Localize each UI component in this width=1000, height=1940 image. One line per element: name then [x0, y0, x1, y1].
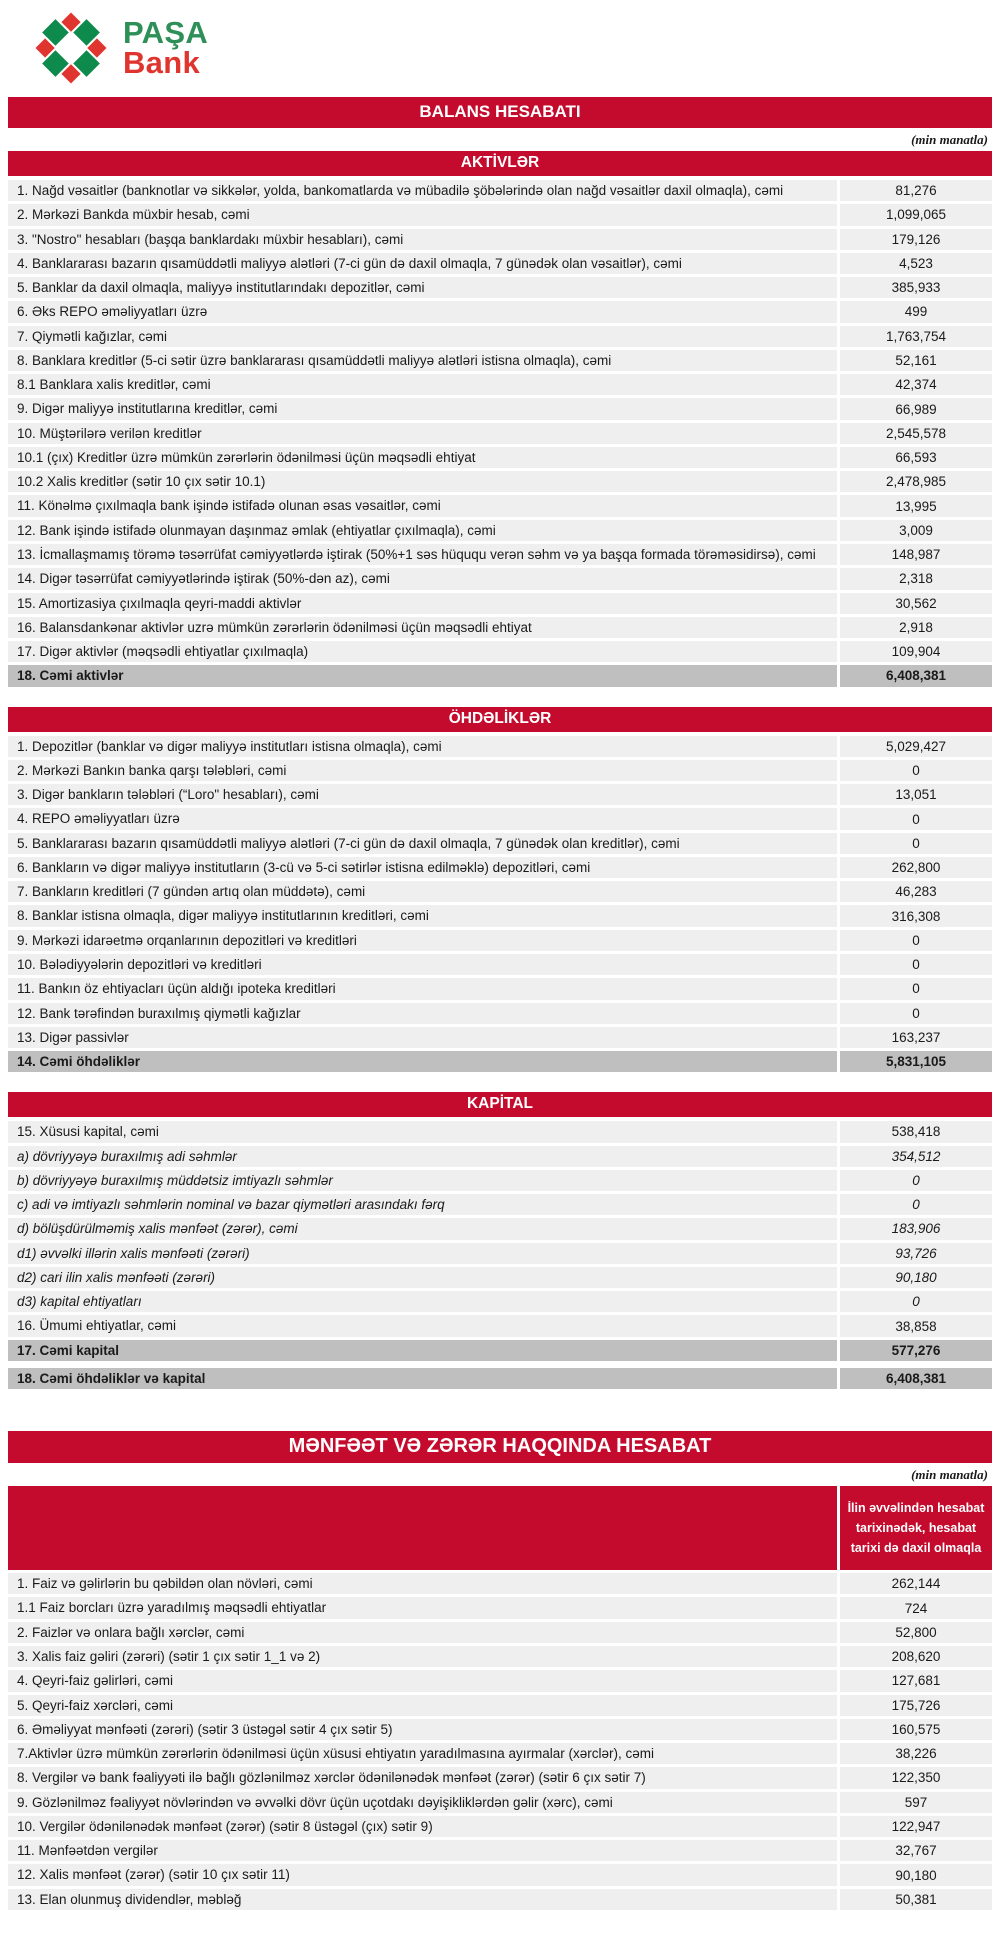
table-row — [8, 760, 992, 781]
row-label: d1) əvvəlki illərin xalis mənfəəti (zərəri) — [8, 1243, 837, 1264]
pnl-period-column-header: İlin əvvəlindən hesabat tarixinədək, hesabat tarixi də daxil olmaqla — [840, 1486, 992, 1570]
row-value: 5,029,427 — [840, 736, 992, 757]
row-value: 0 — [840, 833, 992, 854]
pnl-column-header-row — [8, 1486, 992, 1570]
row-value: 30,562 — [840, 593, 992, 614]
table-row — [8, 471, 992, 492]
row-value: 42,374 — [840, 374, 992, 395]
row-label: 17. Cəmi kapital — [8, 1340, 837, 1361]
row-label: 13. Digər passivlər — [8, 1027, 837, 1048]
row-value: 163,237 — [840, 1027, 992, 1048]
row-label: 10.1 (çıx) Kreditlər üzrə mümkün zərərlərin ödənilməsi üçün məqsədli ehtiyat — [8, 447, 837, 468]
row-value: 1,763,754 — [840, 326, 992, 347]
table-row — [8, 1146, 992, 1167]
row-value: 38,858 — [840, 1315, 992, 1336]
row-label: b) dövriyyəyə buraxılmış müddətsiz imtiyazlı səhmlər — [8, 1170, 837, 1191]
row-value: 32,767 — [840, 1840, 992, 1861]
table-row — [8, 229, 992, 250]
table-row — [8, 1243, 992, 1264]
row-label: 11. Bankın öz ehtiyacları üçün aldığı ipoteka kreditləri — [8, 978, 837, 999]
row-label: 7.Aktivlər üzrə mümkün zərərlərin ödənilməsi üçün xüsusi ehtiyatın yaradılmasına ayırmalar (xərclər), cəmi — [8, 1743, 837, 1764]
table-row — [8, 881, 992, 902]
row-value: 499 — [840, 301, 992, 322]
row-label: 2. Mərkəzi Bankın banka qarşı tələbləri, cəmi — [8, 760, 837, 781]
row-label: 4. REPO əməliyyatları üzrə — [8, 808, 837, 829]
table-row — [8, 1573, 992, 1594]
pasha-bank-logo — [34, 11, 1000, 85]
table-row — [8, 1646, 992, 1667]
capital-table — [0, 1121, 1000, 1389]
row-value: 2,545,578 — [840, 423, 992, 444]
row-label: 9. Digər maliyyə institutlarına kreditlər, cəmi — [8, 398, 837, 419]
row-label: 1. Faiz və gəlirlərin bu qəbildən olan növləri, cəmi — [8, 1573, 837, 1594]
row-label: 1. Depozitlər (banklar və digər maliyyə institutları istisna olmaqla), cəmi — [8, 736, 837, 757]
row-value: 148,987 — [840, 544, 992, 565]
row-value: 109,904 — [840, 641, 992, 662]
row-label: 10. Bələdiyyələrin depozitləri və kreditləri — [8, 954, 837, 975]
table-row — [8, 833, 992, 854]
row-value: 52,800 — [840, 1622, 992, 1643]
row-value: 0 — [840, 954, 992, 975]
table-row — [8, 1743, 992, 1764]
row-value: 122,947 — [840, 1816, 992, 1837]
row-label: 11. Könəlmə çıxılmaqla bank işində istifadə olunan əsas vəsaitlər, cəmi — [8, 495, 837, 516]
logo-text-pasa: PAŞA — [123, 14, 209, 50]
table-row — [8, 1003, 992, 1024]
table-row — [8, 736, 992, 757]
table-row — [8, 326, 992, 347]
row-value: 316,308 — [840, 905, 992, 926]
row-value: 262,144 — [840, 1573, 992, 1594]
row-value: 208,620 — [840, 1646, 992, 1667]
row-value: 127,681 — [840, 1670, 992, 1691]
row-label: 8.1 Banklara xalis kreditlər, cəmi — [8, 374, 837, 395]
table-row — [8, 930, 992, 951]
row-label: 16. Balansdankənar aktivlər uzrə mümkün zərərlərin ödənilməsi üçün məqsədli ehtiyat — [8, 617, 837, 638]
row-value: 4,523 — [840, 253, 992, 274]
row-value: 2,478,985 — [840, 471, 992, 492]
row-label: 6. Əməliyyat mənfəəti (zərəri) (sətir 3 üstəgəl sətir 4 çıx sətir 5) — [8, 1719, 837, 1740]
table-row — [8, 544, 992, 565]
row-value: 122,350 — [840, 1767, 992, 1788]
table-row — [8, 301, 992, 322]
row-value: 179,126 — [840, 229, 992, 250]
row-value: 0 — [840, 930, 992, 951]
table-row — [8, 665, 992, 686]
row-label: 15. Xüsusi kapital, cəmi — [8, 1121, 837, 1142]
row-value: 46,283 — [840, 881, 992, 902]
table-row — [8, 1695, 992, 1716]
row-label: 11. Mənfəətdən vergilər — [8, 1840, 837, 1861]
row-value: 0 — [840, 808, 992, 829]
row-value: 354,512 — [840, 1146, 992, 1167]
section-banner-liabilities: ÖHDƏLİKLƏR — [8, 707, 992, 732]
row-value: 6,408,381 — [840, 665, 992, 686]
logo-wordmark — [123, 14, 209, 80]
row-value: 13,051 — [840, 784, 992, 805]
unit-note-pnl: (min manatla) — [911, 1467, 988, 1483]
table-row — [8, 1121, 992, 1142]
table-row — [8, 520, 992, 541]
row-label: 10. Müştərilərə verilən kreditlər — [8, 423, 837, 444]
table-row — [8, 784, 992, 805]
row-label: 5. Qeyri-faiz xərcləri, cəmi — [8, 1695, 837, 1716]
row-value: 81,276 — [840, 180, 992, 201]
pnl-table — [0, 1573, 1000, 1910]
table-row — [8, 374, 992, 395]
table-row — [8, 1597, 992, 1618]
table-row — [8, 423, 992, 444]
row-label: 15. Amortizasiya çıxılmaqla qeyri-maddi aktivlər — [8, 593, 837, 614]
row-label: d) bölüşdürülməmiş xalis mənfəət (zərər), cəmi — [8, 1218, 837, 1239]
row-label: 1. Nağd vəsaitlər (banknotlar və sikkələr, yolda, bankomatlarda və mübadilə şöbələrində olan nağd vəsaitlər daxil olmaqla), cəmi — [8, 180, 837, 201]
table-row — [8, 350, 992, 371]
table-row — [8, 1622, 992, 1643]
table-row — [8, 1719, 992, 1740]
row-label: a) dövriyyəyə buraxılmış adi səhmlər — [8, 1146, 837, 1167]
table-row — [8, 1864, 992, 1885]
row-value: 0 — [840, 978, 992, 999]
table-row — [8, 1267, 992, 1288]
table-row — [8, 1291, 992, 1312]
table-row — [8, 1218, 992, 1239]
row-value: 13,995 — [840, 495, 992, 516]
table-row — [8, 1194, 992, 1215]
row-value: 160,575 — [840, 1719, 992, 1740]
table-row — [8, 180, 992, 201]
table-row — [8, 641, 992, 662]
table-row — [8, 1889, 992, 1910]
row-label: d3) kapital ehtiyatları — [8, 1291, 837, 1312]
row-label: 2. Faizlər və onlara bağlı xərclər, cəmi — [8, 1622, 837, 1643]
row-label: 18. Cəmi aktivlər — [8, 665, 837, 686]
row-label: c) adi və imtiyazlı səhmlərin nominal və bazar qiymətləri arasındakı fərq — [8, 1194, 837, 1215]
unit-note-balance: (min manatla) — [911, 132, 988, 147]
liabilities-table — [0, 736, 1000, 1073]
row-label: 6. Bankların və digər maliyyə institutların (3-cü və 5-ci sətirlər istisna edilməklə) depozitləri, cəmi — [8, 857, 837, 878]
row-label: 8. Banklara kreditlər (5-ci sətir üzrə banklararası qısamüddətli maliyyə alətləri istisna olmaqla), cəmi — [8, 350, 837, 371]
table-row — [8, 568, 992, 589]
row-label: 10.2 Xalis kreditlər (sətir 10 çıx sətir 10.1) — [8, 471, 837, 492]
row-label: 8. Vergilər və bank fəaliyyəti ilə bağlı gözlənilməz xərclər ödənilənədək mənfəət (zərər) (sətir 6 çıx sətir 7) — [8, 1767, 837, 1788]
row-label: 9. Gözlənilməz fəaliyyət növlərindən və əvvəlki dövr üçün uçotdakı dəyişikliklərdən gəlir (xərc), cəmi — [8, 1792, 837, 1813]
row-value: 66,989 — [840, 398, 992, 419]
row-label: 12. Xalis mənfəət (zərər) (sətir 10 çıx sətir 11) — [8, 1864, 837, 1885]
row-label: 5. Banklararası bazarın qısamüddətli maliyyə alətləri (7-ci gün də daxil olmaqla, 7 günədək olan kreditlər), cəmi — [8, 833, 837, 854]
pasha-bank-pinwheel-icon — [34, 11, 108, 85]
row-label: 4. Qeyri-faiz gəlirləri, cəmi — [8, 1670, 837, 1691]
row-label: 4. Banklararası bazarın qısamüddətli maliyyə alətləri (7-ci gün də daxil olmaqla, 7 günədək olan vəsaitlər), cəmi — [8, 253, 837, 274]
table-row — [8, 277, 992, 298]
table-row — [8, 593, 992, 614]
row-value: 3,009 — [840, 520, 992, 541]
table-row — [8, 1340, 992, 1361]
table-row — [8, 495, 992, 516]
row-value: 385,933 — [840, 277, 992, 298]
table-row — [8, 1027, 992, 1048]
table-row — [8, 1792, 992, 1813]
table-row — [8, 1315, 992, 1336]
row-value: 597 — [840, 1792, 992, 1813]
row-label: 3. Xalis faiz gəliri (zərəri) (sətir 1 çıx sətir 1_1 və 2) — [8, 1646, 837, 1667]
row-value: 724 — [840, 1597, 992, 1618]
table-row — [8, 1840, 992, 1861]
table-row — [8, 1767, 992, 1788]
table-row — [8, 1170, 992, 1191]
table-row — [8, 905, 992, 926]
row-value: 5,831,105 — [840, 1051, 992, 1072]
row-label: 14. Cəmi öhdəliklər — [8, 1051, 837, 1072]
row-value: 577,276 — [840, 1340, 992, 1361]
row-value: 6,408,381 — [840, 1368, 992, 1389]
row-label: 3. Digər bankların tələbləri (“Loro" hesabları), cəmi — [8, 784, 837, 805]
row-value: 175,726 — [840, 1695, 992, 1716]
row-value: 538,418 — [840, 1121, 992, 1142]
row-label: d2) cari ilin xalis mənfəəti (zərəri) — [8, 1267, 837, 1288]
row-label: 17. Digər aktivlər (məqsədli ehtiyatlar çıxılmaqla) — [8, 641, 837, 662]
row-value: 52,161 — [840, 350, 992, 371]
table-row — [8, 253, 992, 274]
table-row — [8, 617, 992, 638]
table-row — [8, 1051, 992, 1072]
row-label: 7. Bankların kreditləri (7 gündən artıq olan müddətə), cəmi — [8, 881, 837, 902]
row-value: 0 — [840, 1170, 992, 1191]
row-value: 2,318 — [840, 568, 992, 589]
row-label: 14. Digər təsərrüfat cəmiyyətlərində iştirak (50%-dən az), cəmi — [8, 568, 837, 589]
balance-sheet-title-banner: BALANS HESABATI — [8, 97, 992, 128]
row-value: 66,593 — [840, 447, 992, 468]
row-value: 0 — [840, 1194, 992, 1215]
section-banner-assets: AKTİVLƏR — [8, 151, 992, 176]
logo-text-bank: Bank — [123, 45, 201, 80]
row-value: 1,099,065 — [840, 204, 992, 225]
table-row — [8, 204, 992, 225]
row-label: 12. Bank tərəfindən buraxılmış qiymətli kağızlar — [8, 1003, 837, 1024]
row-label: 18. Cəmi öhdəliklər və kapital — [8, 1368, 837, 1389]
table-row — [8, 447, 992, 468]
table-row — [8, 1368, 992, 1389]
row-label: 12. Bank işində istifadə olunmayan daşınmaz əmlak (ehtiyatlar çıxılmaqla), cəmi — [8, 520, 837, 541]
section-banner-capital: KAPİTAL — [8, 1092, 992, 1117]
row-label: 13. İcmallaşmamış törəmə təsərrüfat cəmiyyətlərdə iştirak (50%+1 səs hüququ verən səhm və ya başqa formada törəməsidirsə), cəmi — [8, 544, 837, 565]
row-value: 93,726 — [840, 1243, 992, 1264]
row-label: 10. Vergilər ödənilənədək mənfəət (zərər) (sətir 8 üstəgəl (çıx) sətir 9) — [8, 1816, 837, 1837]
table-row — [8, 1670, 992, 1691]
row-label: 2. Mərkəzi Bankda müxbir hesab, cəmi — [8, 204, 837, 225]
pnl-header-empty-cell — [8, 1486, 837, 1570]
row-value: 183,906 — [840, 1218, 992, 1239]
row-label: 5. Banklar da daxil olmaqla, maliyyə institutlarındakı depozitlər, cəmi — [8, 277, 837, 298]
row-label: 7. Qiymətli kağızlar, cəmi — [8, 326, 837, 347]
row-label: 8. Banklar istisna olmaqla, digər maliyyə institutlarının kreditləri, cəmi — [8, 905, 837, 926]
row-value: 50,381 — [840, 1889, 992, 1910]
row-label: 9. Mərkəzi idarəetmə orqanlarının depozitləri və kreditləri — [8, 930, 837, 951]
table-row — [8, 1816, 992, 1837]
row-value: 0 — [840, 1003, 992, 1024]
row-value: 0 — [840, 1291, 992, 1312]
row-label: 13. Elan olunmuş dividendlər, məbləğ — [8, 1889, 837, 1910]
row-value: 38,226 — [840, 1743, 992, 1764]
table-row — [8, 978, 992, 999]
row-label: 6. Əks REPO əməliyyatları üzrə — [8, 301, 837, 322]
row-value: 0 — [840, 760, 992, 781]
table-row — [8, 954, 992, 975]
pnl-title-banner: MƏNFƏƏT VƏ ZƏRƏR HAQQINDA HESABAT — [8, 1431, 992, 1463]
table-row — [8, 857, 992, 878]
row-value: 2,918 — [840, 617, 992, 638]
table-row — [8, 398, 992, 419]
row-label: 1.1 Faiz borcları üzrə yaradılmış məqsədli ehtiyatlar — [8, 1597, 837, 1618]
row-value: 262,800 — [840, 857, 992, 878]
row-value: 90,180 — [840, 1267, 992, 1288]
table-row — [8, 808, 992, 829]
assets-table — [0, 180, 1000, 687]
row-label: 16. Ümumi ehtiyatlar, cəmi — [8, 1315, 837, 1336]
row-value: 90,180 — [840, 1864, 992, 1885]
row-label: 3. "Nostro" hesabları (başqa banklardakı müxbir hesabları), cəmi — [8, 229, 837, 250]
report-header — [0, 0, 1000, 97]
